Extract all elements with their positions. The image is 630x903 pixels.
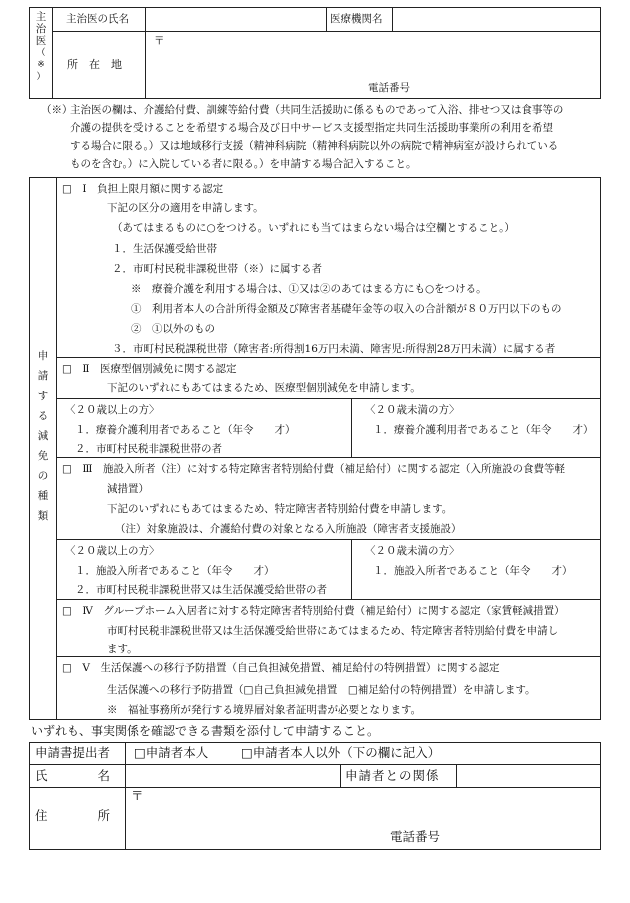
s2-left-item: ２．市町村民税非課税世帯の者 <box>75 443 222 455</box>
s3-left-head: 〈２０歳以上の方〉 <box>65 545 160 557</box>
divider <box>340 764 341 787</box>
postal-mark: 〒 <box>154 35 165 47</box>
s3-left-item: ２．市町村民税非課税世帯又は生活保護受給世帯の者 <box>75 584 327 596</box>
applicant-address-field[interactable] <box>126 788 600 849</box>
s1-line: ※ 療養介護を利用する場合は、①又は②のあてはまる方にも○をつける。 <box>131 283 487 295</box>
reduction-side-label: 申 請 す る 減 免 の 種 類 <box>37 350 49 522</box>
note-line: する場合に限る。）又は地域移行支援（精神科病院（精神科病院以外の病院で精神病室が設けられている <box>70 140 559 152</box>
s1-line: （あてはまるものに○をつける。いずれにも当てはまらない場合は空欄とすること。） <box>112 222 515 234</box>
s4-line: 市町村民税非課税世帯又は生活保護受給世帯にあてはまるため、特定障害者特別給付費を申請し <box>107 625 559 637</box>
s1-line[interactable]: ② ①以外のもの <box>131 323 215 335</box>
section-2-title[interactable]: □ Ⅱ 医療型個別減免に関する認定 <box>62 363 237 375</box>
applicant-name-label: 氏 名 <box>35 768 111 783</box>
footer-note: いずれも、事実関係を確認できる書類を添付して申請すること。 <box>31 724 380 738</box>
divider <box>52 7 53 99</box>
submitter-label: 申請書提出者 <box>35 745 111 760</box>
divider <box>56 457 601 458</box>
divider <box>351 398 352 457</box>
s4-line: ます。 <box>107 643 138 655</box>
s1-line[interactable]: １．生活保護受給世帯 <box>112 243 217 255</box>
s3-left-item: １．施設入所者であること（年令 才） <box>75 565 275 577</box>
divider <box>56 357 601 358</box>
s2-line: 下記のいずれにもあてはまるため、医療型個別減免を申請します。 <box>107 382 421 394</box>
s1-line: 下記の区分の適用を申請します。 <box>107 202 264 214</box>
divider <box>56 177 57 720</box>
section-4-title[interactable]: □ Ⅳ グループホーム入居者に対する特定障害者特別給付費（補足給付）に関する認定（家賃軽減措置） <box>62 605 565 617</box>
divider <box>56 539 601 540</box>
s3-note: （注）対象施設は、介護給付費の対象となる入所施設（障害者支援施設） <box>115 523 462 535</box>
s3-right-head: 〈２０歳未満の方〉 <box>365 545 460 557</box>
doctor-name-label: 主治医の氏名 <box>66 13 129 25</box>
s2-right-item: １．療養介護利用者であること（年令 才） <box>373 424 594 436</box>
submitter-self-checkbox[interactable]: □申請者本人 <box>134 745 209 760</box>
institution-field[interactable] <box>393 8 600 30</box>
divider <box>56 599 601 600</box>
divider <box>326 7 327 31</box>
s1-line[interactable]: ２．市町村民税非課税世帯（※）に属する者 <box>112 263 322 275</box>
doctor-side-label: 主 治 医 （ ※ ） <box>35 11 47 82</box>
relation-field[interactable] <box>457 765 600 786</box>
note-line: 主治医の欄は、介護給付費、訓練等給付費（共同生活援助に係るものであって入浴、排せつ又は食事等の <box>70 104 564 116</box>
applicant-address-label: 住 所 <box>35 808 111 823</box>
s2-right-head: 〈２０歳未満の方〉 <box>365 404 460 416</box>
s3-right-item: １．施設入所者であること（年令 才） <box>373 565 573 577</box>
doctor-phone-label: 電話番号 <box>368 82 410 94</box>
divider <box>351 539 352 599</box>
applicant-phone-label: 電話番号 <box>390 829 441 844</box>
s1-line[interactable]: ① 利用者本人の合計所得金額及び障害者基礎年金等の収入の合計額が８０万円以下のもの <box>131 303 562 315</box>
s5-line: ※ 福祉事務所が発行する境界層対象者証明書が必要となります。 <box>107 704 422 716</box>
section-1-title[interactable]: □ Ⅰ 負担上限月額に関する認定 <box>62 183 224 195</box>
applicant-name-field[interactable] <box>126 765 339 786</box>
divider <box>56 656 601 657</box>
s1-line[interactable]: ３．市町村民税課税世帯（障害者:所得割16万円未満、障害児:所得割28万円未満）に属する者 <box>112 343 556 355</box>
section-3-title[interactable]: □ Ⅲ 施設入所者（注）に対する特定障害者特別給付費（補足給付）に関する認定（入所施設の食費等軽 <box>62 463 566 475</box>
s2-left-head: 〈２０歳以上の方〉 <box>65 404 160 416</box>
note-mark: （※） <box>41 104 73 116</box>
divider <box>56 398 601 399</box>
s2-left-item: １．療養介護利用者であること（年令 才） <box>75 424 296 436</box>
s3-line: 下記のいずれにもあてはまるため、特定障害者特別給付費を申請します。 <box>107 503 453 515</box>
institution-label: 医療機関名 <box>330 13 383 25</box>
submitter-other-checkbox[interactable]: □申請者本人以外（下の欄に記入） <box>241 745 441 760</box>
applicant-postal-mark: 〒 <box>131 788 144 803</box>
doctor-address-label: 所 在 地 <box>67 58 122 71</box>
section-5-title[interactable]: □ Ⅴ 生活保護への移行予防措置（自己負担減免措置、補足給付の特例措置）に関する認定 <box>62 662 500 674</box>
note-line: ものを含む。）に入院している者に限る。）を申請する場合記入すること。 <box>70 158 417 170</box>
s5-line: 生活保護への移行予防措置（□自己負担減免措置 □補足給付の特例措置）を申請します。 <box>107 684 536 696</box>
s3-title-cont: 減措置） <box>107 483 149 495</box>
doctor-name-field[interactable] <box>146 8 325 30</box>
relation-label: 申請者との関係 <box>345 768 440 783</box>
note-line: 介護の提供を受けることを希望する場合及び日中サービス支援型指定共同生活援助事業所の利用を希望 <box>70 122 553 134</box>
